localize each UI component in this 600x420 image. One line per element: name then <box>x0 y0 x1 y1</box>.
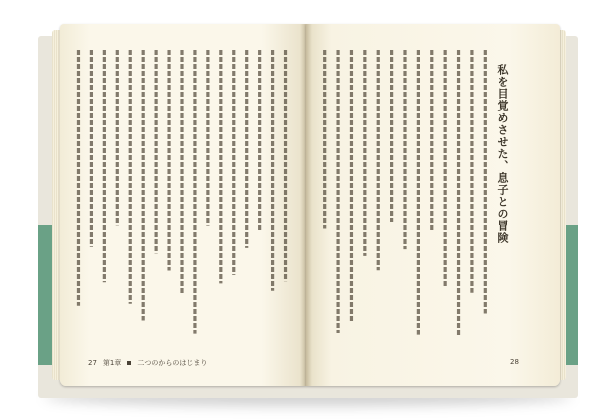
square-bullet-icon <box>127 361 131 365</box>
left-page-footer <box>88 358 207 368</box>
section-label: 二つのからのはじまり <box>137 359 208 367</box>
right-page-body-text <box>318 50 492 350</box>
left-page-edges <box>52 30 60 380</box>
right-page-number: 28 <box>510 358 519 366</box>
chapter-marker: 第1章 <box>102 359 122 367</box>
left-page-body-text <box>72 50 292 350</box>
book-gutter <box>300 24 312 386</box>
chapter-title: 私を目覚めさせた、息子との冒険 <box>496 64 509 244</box>
left-page-number: 27 <box>88 359 97 367</box>
